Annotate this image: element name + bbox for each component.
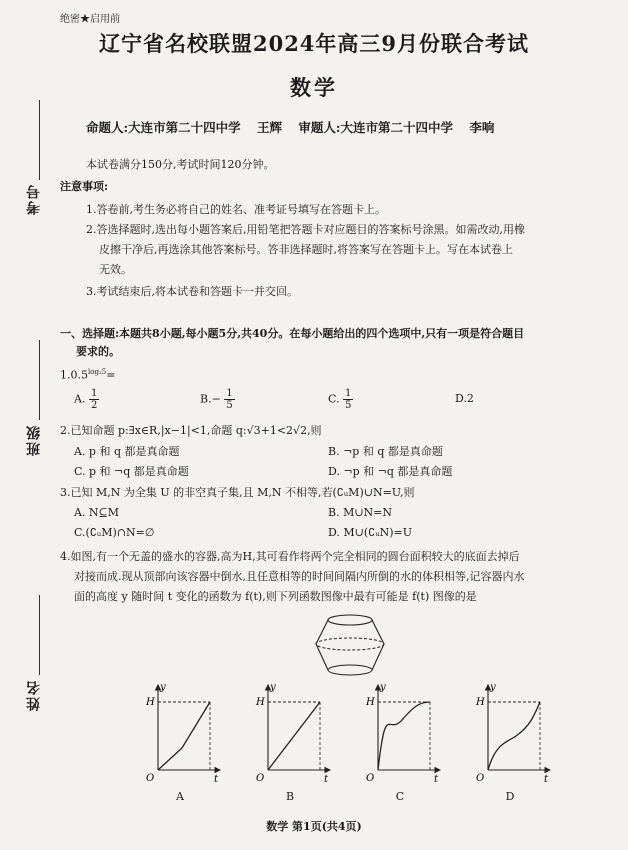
note-item: 皮擦干净后,再选涂其他答案标号。答非选择题时,将答案写在答题卡上。写在本试卷上 — [99, 243, 513, 256]
graph-origin: O — [256, 773, 265, 784]
note-item: 1.答卷前,考生务必将自己的姓名、准考证号填写在答题卡上。 — [86, 203, 386, 216]
graph-y-label: y — [270, 682, 276, 693]
graph-t-label: t — [214, 774, 219, 785]
q3-option-c: C.(∁ᵤM)∩N=∅ — [74, 526, 155, 539]
section-heading: 一、选择题:本题共8小题,每小题5分,共40分。在每小题给出的四个选项中,只有一项是符合题目 — [60, 327, 525, 340]
notes-heading: 注意事项: — [60, 180, 109, 193]
name-label: 姓名 — [26, 679, 42, 711]
question-4-line: 面的高度 y 随时间 t 变化的函数为 f(t),则下列函数图像中最有可能是 f(t) 图像的是 — [74, 590, 477, 603]
graph-y-label: y — [380, 682, 386, 693]
q1-option-d: D.2 — [455, 392, 474, 405]
q3-option-b: B. M∪N=N — [328, 506, 393, 519]
graph-t-label: t — [544, 774, 549, 785]
question-4-line: 4.如图,有一个无盖的盛水的容器,高为H,其可看作将两个完全相同的圆台面积较大的底面去掉后 — [60, 550, 520, 563]
graph-h-label: H — [366, 697, 375, 708]
confidential-mark: 绝密★启用前 — [60, 14, 120, 25]
graph-origin: O — [476, 773, 485, 784]
exam-no-label: 考号 — [26, 183, 42, 215]
graph-t-label: t — [324, 774, 329, 785]
q1-option-b: B.− $\frac{1}{5}$ — [200, 388, 233, 411]
graph-y-label: y — [490, 682, 496, 693]
q2-option-d: D. ¬p 和 ¬q 都是真命题 — [328, 465, 453, 478]
page-title: 辽宁省名校联盟2024年高三9月份联合考试 — [98, 31, 530, 56]
q2-option-a: A. p 和 q 都是真命题 — [74, 445, 180, 458]
note-item: 无效。 — [99, 263, 132, 276]
q3-option-d: D. M∪(∁ᵤN)=U — [328, 526, 412, 539]
section-heading-cont: 要求的。 — [76, 345, 120, 358]
container-figure — [310, 612, 390, 680]
graph-c — [365, 682, 440, 785]
authors-line — [86, 118, 506, 136]
note-item: 2.答选择题时,选出每小题答案后,用铅笔把答题卡对应题目的答案标号涂黑。如需改动,用橡 — [86, 223, 525, 236]
graph-t-label: t — [434, 774, 439, 785]
name-line — [39, 595, 40, 675]
graph-h-label: H — [146, 697, 155, 708]
graph-label-b: B — [285, 790, 295, 803]
author-label: 命题人:大连市第二十四中学 — [86, 120, 241, 135]
note-item: 3.考试结束后,将本试卷和答题卡一并交回。 — [86, 285, 298, 298]
graph-h-label: H — [476, 697, 485, 708]
class-line — [39, 340, 40, 420]
exam-no-line — [39, 100, 40, 180]
graph-label-d: D — [505, 790, 515, 803]
page-footer: 数学 第1页(共4页) — [266, 820, 362, 833]
q2-option-c: C. p 和 ¬q 都是真命题 — [74, 465, 189, 478]
graph-b — [255, 682, 330, 785]
graph-d — [475, 682, 550, 785]
reviewer-name: 李响 — [469, 120, 495, 135]
graph-label-c: C — [395, 790, 405, 803]
graph-origin: O — [146, 773, 155, 784]
exam-intro: 本试卷满分150分,考试时间120分钟。 — [86, 158, 275, 171]
question-2-stem: 2.已知命题 p:∃x∈R,|x−1|<1,命题 q:√3+1<2√2,则 — [60, 424, 322, 437]
question-3-stem: 3.已知 M,N 为全集 U 的非空真子集,且 M,N 不相等,若(∁ᵤM)∪N=U,则 — [60, 486, 415, 499]
q1-option-a: A. $\frac{1}{2}$ — [74, 388, 98, 411]
reviewer-label: 审题人:大连市第二十四中学 — [298, 120, 453, 135]
graph-a — [145, 682, 220, 785]
graph-label-a: A — [176, 790, 184, 803]
graph-origin: O — [366, 773, 375, 784]
question-1-stem: $1.0.5^{log_25}=$ — [60, 368, 116, 382]
graph-y-label: y — [160, 682, 166, 693]
q3-option-a: A. N⊆M — [74, 506, 120, 519]
author-name: 王辉 — [256, 120, 282, 135]
q2-option-b: B. ¬p 和 q 都是真命题 — [328, 445, 443, 458]
q1-option-c: C. $\frac{1}{5}$ — [328, 388, 352, 411]
class-label: 班级 — [26, 424, 42, 456]
subject-title: 数学 — [290, 75, 338, 100]
answer-graphs — [130, 680, 600, 785]
question-4-line: 对接而成.现从顶部向该容器中倒水,且任意相等的时间间隔内所倒的水的体积相等,记容器内水 — [74, 570, 525, 583]
graph-h-label: H — [256, 697, 265, 708]
